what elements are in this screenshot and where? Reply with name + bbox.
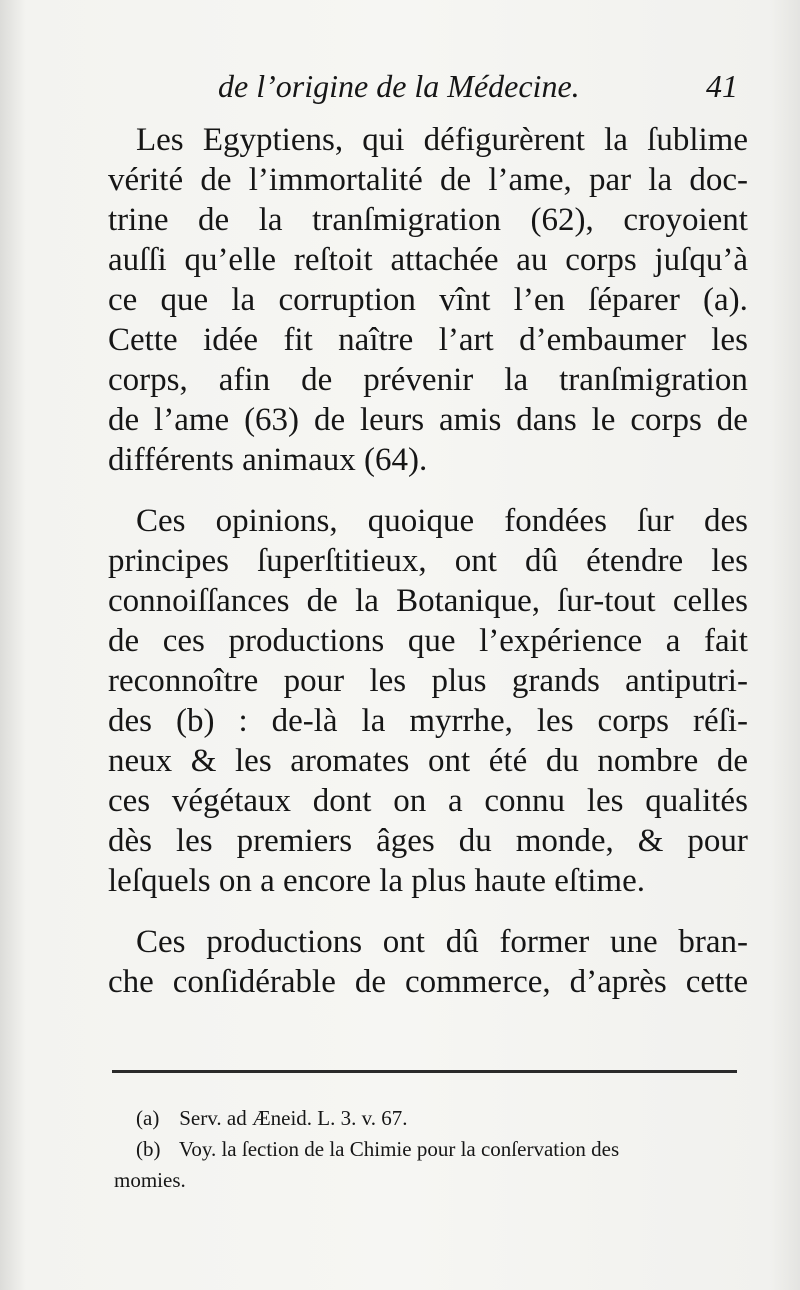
paragraph-gap: [108, 901, 748, 922]
text-line: connoiſſances de la Botanique, ſur-tout celles: [108, 583, 748, 619]
footnote-b: [114, 1134, 754, 1165]
text-line: dès les premiers âges du monde, & pour: [108, 823, 748, 859]
text-line: leſquels on a encore la plus haute eſtime.: [108, 863, 645, 899]
text-line: neux & les aromates ont été du nombre de: [108, 743, 748, 779]
page-header: [218, 68, 738, 114]
text-line: principes ſuperſtitieux, ont dû étendre les: [108, 543, 748, 579]
footnotes: [114, 1103, 754, 1196]
text-line: trine de la tranſmigration (62), croyoient: [108, 202, 748, 238]
page-number: 41: [706, 68, 738, 104]
text-line: che conſidérable de commerce, d’après cette: [108, 964, 748, 1000]
running-title: de l’origine de la Médecine.: [218, 68, 580, 104]
text-line: Les Egyptiens, qui défigurèrent la ſublime: [136, 122, 748, 158]
text-line: de l’ame (63) de leurs amis dans le corps de: [108, 402, 748, 438]
footnote-text: Voy. la ſection de la Chimie pour la conſervation des: [178, 1137, 620, 1161]
body-text: [108, 120, 748, 1002]
text-line: vérité de l’immortalité de l’ame, par la doc-: [108, 162, 748, 198]
text-line: Cette idée fit naître l’art d’embaumer les: [108, 322, 748, 358]
footnote-marker: (a): [136, 1106, 160, 1130]
text-line: corps, afin de prévenir la tranſmigration: [108, 362, 748, 398]
text-line: de ces productions que l’expérience a fait: [108, 623, 748, 659]
text-line: des (b) : de-là la myrrhe, les corps réſi-: [108, 703, 748, 739]
text-line: Ces opinions, quoique fondées ſur des: [136, 503, 748, 539]
text-line: différents animaux (64).: [108, 442, 428, 478]
footnote-a: [114, 1103, 754, 1134]
text-line: auſſi qu’elle reſtoit attachée au corps juſqu’à: [108, 242, 748, 278]
text-line: ce que la corruption vînt l’en ſéparer (a).: [108, 282, 748, 318]
footnote-continuation: momies.: [114, 1168, 186, 1192]
footnote-text: Serv. ad Æneid. L. 3. v. 67.: [179, 1106, 408, 1130]
footnote-marker: (b): [136, 1137, 161, 1161]
footnote-rule: [112, 1070, 737, 1073]
text-line: reconnoître pour les plus grands antiputri-: [108, 663, 748, 699]
text-line: Ces productions ont dû former une bran-: [136, 924, 748, 960]
paragraph-gap: [108, 480, 748, 501]
text-line: ces végétaux dont on a connu les qualités: [108, 783, 748, 819]
